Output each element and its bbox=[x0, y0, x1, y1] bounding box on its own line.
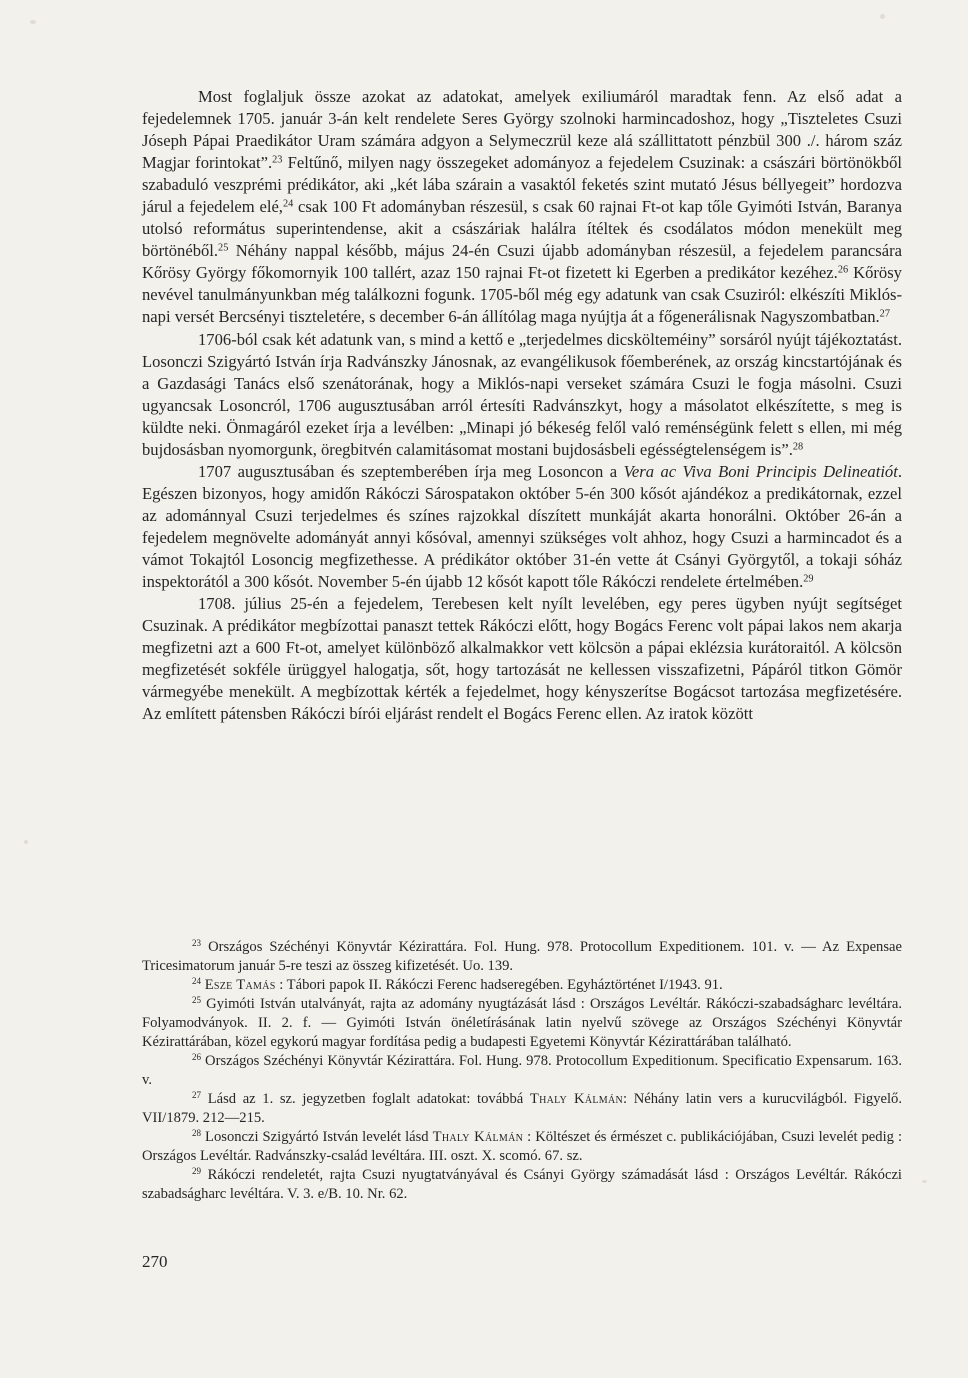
footnote-ref: 23 bbox=[192, 938, 202, 949]
footnote-ref: 27 bbox=[192, 1090, 202, 1101]
text-run: Esze Tamás bbox=[204, 977, 276, 993]
paragraph bbox=[142, 86, 902, 329]
text-run: Országos Széchényi Könyvtár Kézirattára. Fol. Hung. 978. Protocollum Expeditionum. Specificatio Expensarum. 163. v. bbox=[142, 1053, 902, 1088]
main-text bbox=[142, 86, 902, 725]
footnote-ref: 29 bbox=[803, 573, 814, 585]
footnotes-section bbox=[142, 938, 902, 1204]
footnote-ref: 28 bbox=[792, 441, 804, 453]
paper-speck bbox=[922, 1180, 927, 1183]
footnote bbox=[142, 1090, 902, 1128]
paragraph bbox=[142, 461, 902, 593]
footnote-ref: 23 bbox=[272, 154, 283, 166]
text-run: Thaly Kálmán bbox=[432, 1129, 524, 1145]
text-run: csak 100 Ft adományban részesül, s csak 60 rajnai Ft-ot kap tőle Gyimóti István, Baranya utolsó református superintendense, akit a császáriak halálra ítéltek és csodálatos módon menekült meg börtönéből. bbox=[142, 197, 902, 261]
text-run: Rákóczi rendeletét, rajta Csuzi nyugtatványával és Csányi György számadását lásd : Országos Levéltár. Rákóczi szabadságharc levéltára. V. 3. e/B. 10. Nr. 62. bbox=[142, 1167, 902, 1202]
text-run: 1706-ból csak két adatunk van, s mind a kettő e „terjedelmes dicskölteméiny” sorsáról nyújt tájékoztatást. Losonczi Szigyártó István írja Radvánszky Jánosnak, az evangélikusok főemberének, az ország kincstartójának és a Gazdasági Tanács első szenátorának, hogy a Miklós-napi verseket számára Csuzi le fogja másolni. Csuzi ugyancsak Losoncról, 1706 augusztusában arról értesíti Radvánszkyt, hogy a másolatot elkészítette, s meg is küldte neki. Önmagáról ezeket írja a levélben: „Minapi jó békeség felől való reménségünk felett s ellen, mi még bujdosásban nyomorgunk, öregbitvén calamitásomat mostani bujdosásbeli egésségtelenségem is”. bbox=[142, 329, 902, 459]
text-run: Néhány nappal később, május 24-én Csuzi újabb adományban részesül, a fejedelem parancsára Kőrösy György főkomornyik 100 tallért, azaz 150 rajnai Ft-ot fizetett ki Egerben a predikátor kezéhez. bbox=[142, 241, 902, 283]
footnote bbox=[142, 1128, 902, 1166]
text-run: Feltűnő, milyen nagy összegeket adományoz a fejedelem Csuzinak: a császári börtönökből szabaduló veszprémi prédikátor, aki „két lába szárain a vasaktól feketés szint mutató Jésus béllyegeit” hordozva járul a fejedelem elé, bbox=[142, 153, 903, 217]
footnote-ref: 25 bbox=[218, 242, 229, 254]
footnote-ref: 24 bbox=[192, 976, 202, 987]
text-run: Kőrösy nevével tanulmányunkban még találkozni fogunk. 1705-ből még egy adatunk van csak Csuziról: elkészíti Miklós-napi versét Bercsényi tiszteletére, s december 6-án állítólag maga nyújtja át a főgenerálisnak Nagyszombatban. bbox=[142, 263, 902, 327]
page-number: 270 bbox=[142, 1252, 168, 1271]
text-run: 1708. július 25-én a fejedelem, Terebesen kelt nyílt levelében, egy peres ügyben nyújt segítséget Csuzinak. A prédikátor megbízottai panaszt tettek Rákóczi előtt, hogy Bogács Ferenc volt pápai lakos nem akarja megfizetni azt a 600 Ft-ot, amelyet különböző alkalmakkor vett kölcsön a pápai eklézsia kurátoraitól. A kölcsön megfizetését sokféle ürüggyel halogatja, sőt, hogy tartozását ne kellessen visszafizetni, Pápáról titkon Gömör vármegyébe menekült. A megbízottak kérték a fejedelmet, hogy kényszerítse Bogácsot tartozása megfizetésére. Az említett pátensben Rákóczi bírói eljárást rendelt el Bogács Ferenc ellen. Az iratok között bbox=[142, 594, 902, 724]
paper-speck bbox=[24, 840, 28, 844]
footnote bbox=[142, 1052, 902, 1090]
footnote-ref: 26 bbox=[192, 1052, 202, 1063]
text-run: Most foglaljuk össze azokat az adatokat, amelyek exiliumáról maradtak fenn. Az első adat a fejedelemnek 1705. január 3-án kelt rendelete Seres György szolnoki harmincadoshoz, hogy „Tiszteletes Csuzi Jóseph Pápai Praedikátor Uram számára adgyon a Selymeczrül keze alá szállittatott pénzbül 300 ./. három száz Magjar forintokat”. bbox=[142, 87, 902, 173]
text-run: Gyimóti István utalványát, rajta az adomány nyugtázását lásd : Országos Levéltár. Rákóczi-szabadságharc levéltára. Folyamodványok. II. 2. f. — Gyimóti István önéletírásának latin nyelvű szövege az Országos Széchényi Könyvtár Kézirattárában, közel egykorú magyar fordítása pedig a budapesti Egyetemi Könyvtár Kézirattárában található. bbox=[142, 996, 902, 1050]
text-run: . Egészen bizonyos, hogy amidőn Rákóczi Sárospatakon október 5-én 300 kősót ajándékoz a predikátornak, ezzel az adománnyal Csuzi terjedelmes és színes rajzokkal díszített munkáját akarta honorálni. Október 26-án a fejedelem megnövelte adományát annyi kősóval, amennyi szükséges volt ahhoz, hogy Csuzi a harmincadot és a vámot Tokajtól Losoncig megfizethesse. A prédikátor október 31-én vette át Csányi Györgytől, a tokaji sóház inspektorától a 300 kősót. November 5-én újabb 12 kősót kapott tőle Rákóczi rendelete értelmében. bbox=[142, 461, 902, 592]
text-run: : Néhány latin vers a kurucvilágból. Figyelő. VII/1879. 212—215. bbox=[142, 1091, 902, 1126]
footnote bbox=[142, 938, 902, 976]
text-run: : Költészet és érmészet c. publikációjában, Csuzi levelét pedig : Országos Levéltár. Radvánszky-család levéltára. III. oszt. X. scomó. 67. sz. bbox=[142, 1129, 903, 1164]
footnote-ref: 26 bbox=[837, 264, 849, 276]
footnote-ref: 25 bbox=[192, 995, 202, 1006]
italic-title: Vera ac Viva Boni Principis Delineatiót bbox=[623, 461, 898, 481]
text-run: Losonczi Szigyártó István levelét lásd bbox=[201, 1129, 433, 1145]
text-run: Lásd az 1. sz. jegyzetben foglalt adatokat: továbbá bbox=[201, 1091, 530, 1107]
text-run: Országos Széchényi Könyvtár Kézirattára. Fol. Hung. 978. Protocollum Expeditionem. 101. v. — Az Expensae Tricesimatorum január 5-re teszi az összeg kifizetését. Uo. 139. bbox=[142, 939, 902, 974]
text-run: 1707 augusztusában és szeptemberében írja meg Losoncon a bbox=[198, 461, 624, 481]
paper-speck bbox=[30, 20, 36, 24]
text-run: Thaly Kálmán bbox=[529, 1091, 624, 1107]
footnote bbox=[142, 995, 902, 1052]
footnote bbox=[142, 976, 902, 995]
footnote bbox=[142, 1166, 902, 1204]
footnote-ref: 28 bbox=[192, 1128, 202, 1139]
footnote-ref: 24 bbox=[282, 198, 294, 210]
footnote-ref: 27 bbox=[879, 308, 890, 320]
paragraph bbox=[142, 593, 902, 725]
text-run: : Tábori papok II. Rákóczi Ferenc hadseregében. Egyháztörténet I/1943. 91. bbox=[275, 977, 723, 993]
footnote-ref: 29 bbox=[192, 1166, 202, 1177]
paper-speck bbox=[880, 14, 885, 19]
paragraph bbox=[142, 329, 902, 461]
